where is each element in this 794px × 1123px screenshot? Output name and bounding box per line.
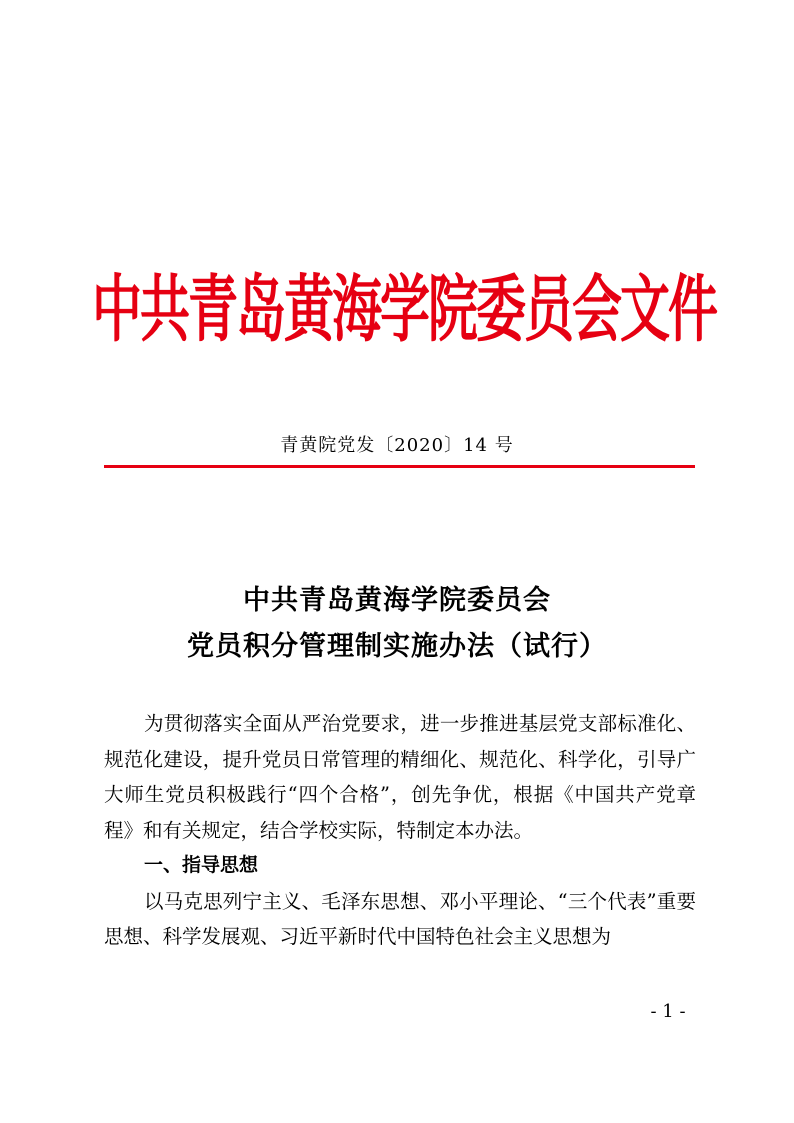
section-paragraph-guiding-ideology: 以马克思列宁主义、毛泽东思想、邓小平理论、“三个代表”重要思想、科学发展观、习近平新时代中国特色社会主义思想为 xyxy=(104,889,696,948)
document-title-line-2: 党员积分管理制实施办法（试行） xyxy=(187,631,607,662)
page-number: - 1 - xyxy=(650,1001,686,1022)
red-divider-line xyxy=(104,465,695,468)
intro-paragraph: 为贯彻落实全面从严治党要求，进一步推进基层党支部标准化、规范化建设，提升党员日常管理的精细化、规范化、科学化，引导广大师生党员积极践行“四个合格”，创先争优，根据《中国共产党章程》和有关规定，结合学校实际，特制定本办法。 xyxy=(104,712,696,842)
document-body xyxy=(104,706,696,955)
section-heading-guiding-ideology: 一、指导思想 xyxy=(144,854,259,876)
document-title-line-1: 中共青岛黄海学院委员会 xyxy=(243,585,551,616)
document-number: 青黄院党发〔2020〕14 号 xyxy=(280,435,514,456)
document-header-title: 中共青岛黄海学院委员会文件 xyxy=(92,267,716,352)
